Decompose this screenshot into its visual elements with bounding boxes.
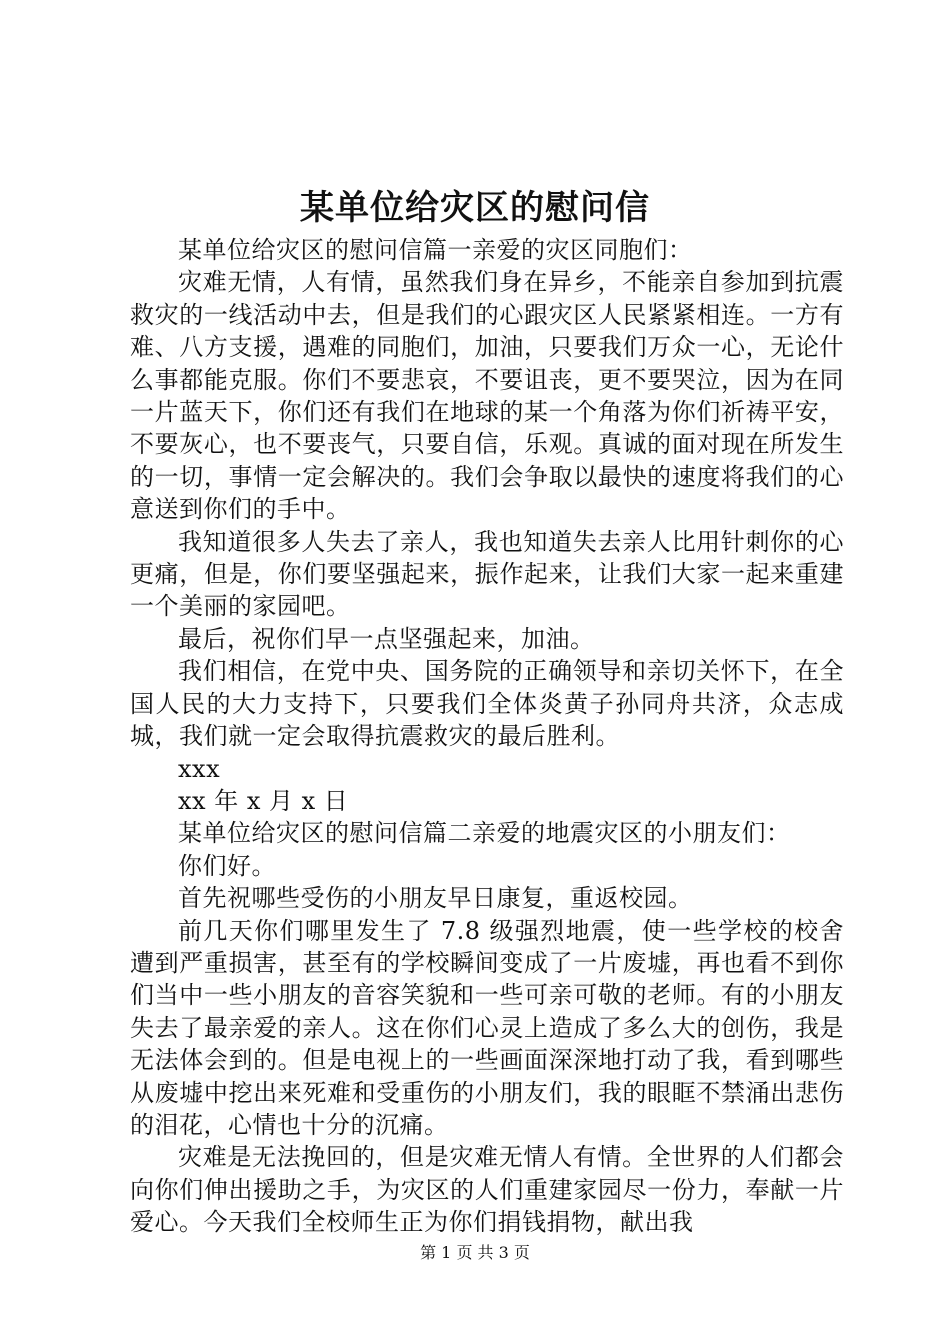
page-footer: 第 1 页 共 3 页 [420,1243,530,1262]
paragraph: 灾难无情，人有情，虽然我们身在异乡，不能亲自参加到抗震救灾的一线活动中去，但是我们的心跟灾区人民紧紧相连。一方有难、八方支援，遇难的同胞们，加油，只要我们万众一心，无论什么事都能克服。你们不要悲哀，不要诅丧，更不要哭泣，因为在同一片蓝天下，你们还有我们在地球的某一个角落为你们祈祷平安，不要灰心，也不要丧气，只要自信，乐观。真诚的面对现在所发生的一切，事情一定会解决的。我们会争取以最快的速度将我们的心意送到你们的手中。 [130,268,844,524]
signature: xxx [178,754,221,783]
date-line: xx 年 x 月 x 日 [178,786,349,815]
paragraph: 我们相信，在党中央、国务院的正确领导和亲切关怀下，在全国人民的大力支持下，只要我们全体炎黄子孙同舟共济，众志成城，我们就一定会取得抗震救灾的最后胜利。 [130,657,844,751]
paragraph: 首先祝哪些受伤的小朋友早日康复，重返校园。 [178,884,693,913]
paragraph: 某单位给灾区的慰问信篇一亲爱的灾区同胞们： [178,236,693,264]
document-title: 某单位给灾区的慰问信 [300,188,650,228]
paragraph: 某单位给灾区的慰问信篇二亲爱的地震灾区的小朋友们： [178,819,791,848]
paragraph: 我知道很多人失去了亲人，我也知道失去亲人比用针刺你的心更痛，但是，你们要坚强起来，振作起来，让我们大家一起来重建一个美丽的家园吧。 [130,527,844,621]
paragraph: 前几天你们哪里发生了 7.8 级强烈地震，使一些学校的校舍遭到严重损害，甚至有的学校瞬间变成了一片废墟，再也看不到你们当中一些小朋友的音容笑貌和一些可亲可敬的老师。有的小朋友失去了最亲爱的亲人。这在你们心灵上造成了多么大的创伤，我是无法体会到的。但是电视上的一些画面深深地打动了我，看到哪些从废墟中挖出来死难和受重伤的小朋友们，我的眼眶不禁涌出悲伤的泪花，心情也十分的沉痛。 [130,916,844,1139]
paragraph: 灾难是无法挽回的，但是灾难无情人有情。全世界的人们都会向你们伸出援助之手，为灾区的人们重建家园尽一份力，奉献一片爱心。今天我们全校师生正为你们捐钱捐物，献出我 [130,1143,844,1237]
document-body [130,234,844,1239]
paragraph: 你们好。 [178,851,276,880]
paragraph: 最后，祝你们早一点坚强起来，加油。 [178,624,595,653]
